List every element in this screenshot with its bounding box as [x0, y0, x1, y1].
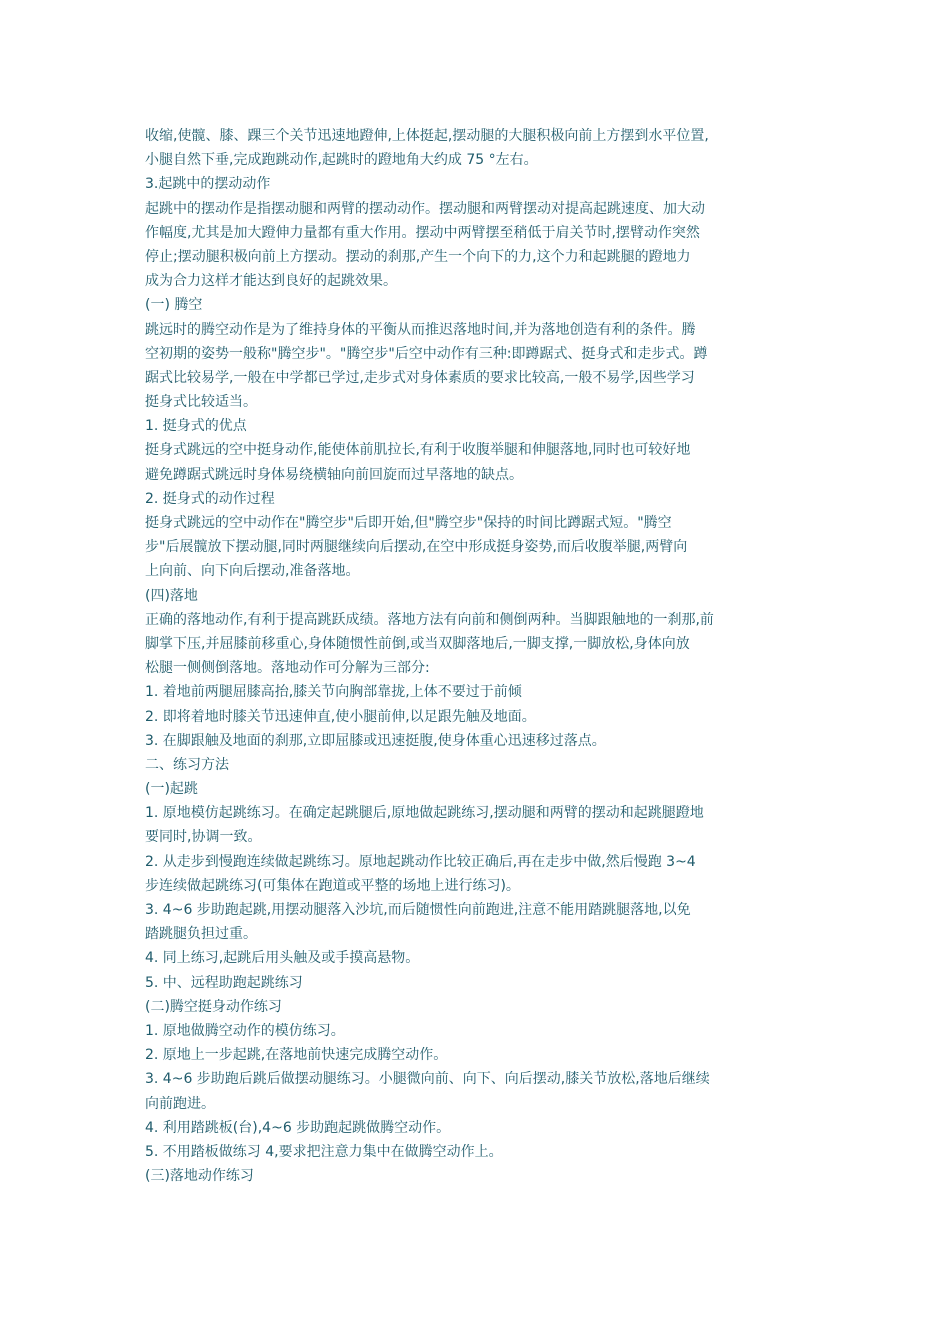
text-line: (一) 腾空 [145, 297, 203, 314]
text-line: 步"后展髋放下摆动腿,同时两腿继续向后摆动,在空中形成挺身姿势,而后收腹举腿,两臂向 [145, 539, 688, 556]
text-line: (一)起跳 [145, 781, 198, 798]
text-line: 正确的落地动作,有利于提高跳跃成绩。落地方法有向前和侧倒两种。当脚跟触地的一刹那,前 [145, 611, 714, 628]
text-line: 避免蹲踞式跳远时身体易绕横轴向前回旋而过早落地的缺点。 [145, 466, 523, 483]
text-line: 5. 不用踏板做练习 4,要求把注意力集中在做腾空动作上。 [145, 1143, 503, 1160]
text-line: 1. 着地前两腿屈膝高抬,膝关节向胸部靠拢,上体不要过于前倾 [145, 684, 522, 701]
text-line: 收缩,使髋、膝、踝三个关节迅速地蹬伸,上体挺起,摆动腿的大腿积极向前上方摆到水平位置, [145, 128, 709, 144]
text-line: 挺身式跳远的空中挺身动作,能使体前肌拉长,有利于收腹举腿和伸腿落地,同时也可较好地 [145, 442, 691, 459]
text-line: 跳远时的腾空动作是为了维持身体的平衡从而推迟落地时间,并为落地创造有利的条件。腾 [145, 321, 696, 338]
text-line: 2. 原地上一步起跳,在落地前快速完成腾空动作。 [145, 1047, 448, 1064]
text-line: 5. 中、远程助跑起跳练习 [145, 974, 303, 991]
text-line: 1. 原地模仿起跳练习。在确定起跳腿后,原地做起跳练习,摆动腿和两臂的摆动和起跳腿蹬地 [145, 805, 704, 822]
text-line: 挺身式跳远的空中动作在"腾空步"后即开始,但"腾空步"保持的时间比蹲踞式短。"腾空 [145, 515, 672, 531]
text-line: 3.起跳中的摆动动作 [145, 176, 271, 193]
text-line: 松腿一侧侧倒落地。落地动作可分解为三部分: [145, 660, 430, 677]
text-line: 空初期的姿势一般称"腾空步"。"腾空步"后空中动作有三种:即蹲踞式、挺身式和走步式。蹲 [145, 345, 708, 362]
text-line: 小腿自然下垂,完成跑跳动作,起跳时的蹬地角大约成 75 °左右。 [145, 152, 538, 169]
text-line: 4. 利用踏跳板(台),4~6 步助跑起跳做腾空动作。 [145, 1119, 451, 1136]
document-body [145, 124, 813, 1188]
text-line: (二)腾空挺身动作练习 [145, 998, 282, 1015]
text-line: 1. 原地做腾空动作的模仿练习。 [145, 1022, 345, 1039]
text-line: 脚掌下压,并屈膝前移重心,身体随惯性前倒,或当双脚落地后,一脚支撑,一脚放松,身体向放 [145, 635, 690, 652]
text-line: 踏跳腿负担过重。 [145, 926, 257, 943]
text-line: 2. 从走步到慢跑连续做起跳练习。原地起跳动作比较正确后,再在走步中做,然后慢跑 3~4 [145, 853, 696, 870]
text-line: 4. 同上练习,起跳后用头触及或手摸高悬物。 [145, 950, 420, 967]
text-line: 步连续做起跳练习(可集体在跑道或平整的场地上进行练习)。 [145, 877, 520, 894]
text-line: 成为合力这样才能达到良好的起跳效果。 [145, 273, 397, 290]
text-line: (三)落地动作练习 [145, 1168, 254, 1185]
text-line: 3. 4~6 步助跑起跳,用摆动腿落入沙坑,而后随惯性向前跑进,注意不能用踏跳腿落地,以免 [145, 902, 691, 918]
text-line: 2. 挺身式的动作过程 [145, 490, 275, 507]
text-line: 3. 在脚跟触及地面的刹那,立即屈膝或迅速挺腹,使身体重心迅速移过落点。 [145, 732, 606, 749]
text-line: 上向前、向下向后摆动,准备落地。 [145, 563, 360, 580]
text-line: 1. 挺身式的优点 [145, 418, 247, 435]
text-line: 踞式比较易学,一般在中学都已学过,走步式对身体素质的要求比较高,一般不易学,因些学习 [145, 369, 695, 386]
text-line: 向前跑进。 [145, 1095, 215, 1112]
text-line: 停止;摆动腿积极向前上方摆动。摆动的刹那,产生一个向下的力,这个力和起跳腿的蹬地力 [145, 248, 691, 265]
text-line: 2. 即将着地时膝关节迅速伸直,使小腿前伸,以足跟先触及地面。 [145, 708, 536, 725]
text-line: 挺身式比较适当。 [145, 394, 257, 411]
text-line: 起跳中的摆动作是指摆动腿和两臂的摆动动作。摆动腿和两臂摆动对提高起跳速度、加大动 [145, 200, 705, 217]
text-line: 3. 4~6 步助跑后跳后做摆动腿练习。小腿微向前、向下、向后摆动,膝关节放松,落地后继续 [145, 1071, 710, 1088]
text-line: 二、练习方法 [145, 756, 229, 773]
text-line: (四)落地 [145, 587, 198, 604]
text-line: 作幅度,尤其是加大蹬伸力量都有重大作用。摆动中两臂摆至稍低于肩关节时,摆臂动作突然 [145, 224, 700, 241]
text-line: 要同时,协调一致。 [145, 829, 262, 846]
